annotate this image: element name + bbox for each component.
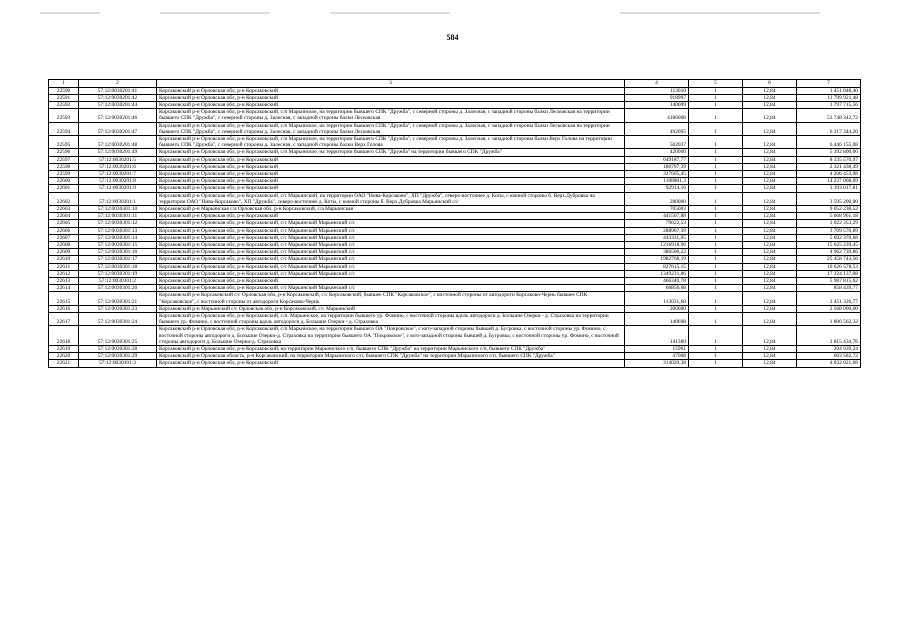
cadastral-value-cell: 1 451 326,77: [797, 292, 861, 305]
table-row: [49, 156, 861, 163]
rate-cell: 12,84: [743, 326, 797, 346]
quantity-cell: 1: [689, 213, 743, 220]
quantity-cell: 1: [689, 149, 743, 156]
address-cell: Корсаковский р-н Орловская обл, р-н Корсаковский: [157, 101, 625, 108]
cadastral-value-cell: 1 806 562,32: [797, 313, 861, 326]
cadastral-number-cell: 57:12:0030301:11: [79, 213, 157, 220]
cadastral-value-cell: 858 439,77: [797, 285, 861, 292]
cadastral-number-cell: 57:12:0030301:17: [79, 256, 157, 263]
quantity-cell: 1: [689, 360, 743, 367]
address-cell: Корсаковский р-н Орловская обл, р-н Корсаковский: [157, 94, 625, 101]
area-cell: 420000: [625, 149, 689, 156]
quantity-cell: 1: [689, 227, 743, 234]
area-cell: 47008: [625, 353, 689, 360]
area-cell: 140698: [625, 313, 689, 326]
row-number-cell: 22613: [49, 277, 79, 284]
row-number-cell: 22594: [49, 122, 79, 135]
rate-cell: 12,84: [743, 256, 797, 263]
rate-cell: 12,84: [743, 122, 797, 135]
area-cell: 1982768,19: [625, 256, 689, 263]
cadastral-number-cell: 57:12:0030201:8: [79, 178, 157, 185]
row-number-cell: 22598: [49, 163, 79, 170]
quantity-cell: 1: [689, 185, 743, 192]
column-header: 5: [689, 80, 743, 88]
row-number-cell: 22611: [49, 263, 79, 270]
quantity-cell: 1: [689, 178, 743, 185]
cadastral-value-cell: 4 206 453,98: [797, 170, 861, 177]
table-row: [49, 135, 861, 148]
table-row: [49, 285, 861, 292]
rate-cell: 12,84: [743, 313, 797, 326]
quantity-cell: 1: [689, 135, 743, 148]
cadastral-number-cell: 57:12:0030201:42: [79, 94, 157, 101]
table-row: [49, 305, 861, 312]
rate-cell: 12,84: [743, 227, 797, 234]
column-header: 3: [157, 80, 625, 88]
table-row: [49, 249, 861, 256]
area-cell: 705003: [625, 205, 689, 212]
row-number-cell: 22610: [49, 256, 79, 263]
cadastral-value-cell: 53 748 342,72: [797, 109, 861, 122]
row-number-cell: 22606: [49, 227, 79, 234]
area-cell: 79622,53: [625, 220, 689, 227]
column-header: 1: [49, 80, 79, 88]
row-number-cell: 22596: [49, 149, 79, 156]
column-header: 6: [743, 80, 797, 88]
table-row: [49, 263, 861, 270]
land-register-table: [48, 79, 861, 368]
address-cell: Корсаковский р-н Марьинская с/а Орловская обл, р-н Корсаковский, с/а Марьинская: [157, 205, 625, 212]
area-cell: 466340,78: [625, 277, 689, 284]
row-number-cell: 22607: [49, 234, 79, 241]
quantity-cell: 1: [689, 234, 743, 241]
cadastral-value-cell: 25 458 743,56: [797, 256, 861, 263]
rate-cell: 12,84: [743, 94, 797, 101]
quantity-cell: 1: [689, 241, 743, 248]
quantity-cell: 1: [689, 256, 743, 263]
rate-cell: 12,84: [743, 360, 797, 367]
table-header-row: [49, 80, 861, 88]
address-cell: Корсаковский р-н Орловская обл, р-н Корсаковский, с/с Марьинский Марьинский с/с: [157, 270, 625, 277]
cadastral-number-cell: 57:12:0030301:1: [79, 192, 157, 205]
address-cell: Корсаковский р-н Орловская обл, р-н Корсаковский: [157, 87, 625, 94]
cadastral-value-cell: 1 193 017,81: [797, 185, 861, 192]
table-row: [49, 178, 861, 185]
cadastral-number-cell: 57:12:0030301:3: [79, 360, 157, 367]
quantity-cell: 1: [689, 220, 743, 227]
rate-cell: 12,84: [743, 170, 797, 177]
cadastral-number-cell: 57:12:0030201:48: [79, 135, 157, 148]
column-header: 4: [625, 80, 689, 88]
cadastral-number-cell: 57:12:0030301:12: [79, 220, 157, 227]
area-cell: 649187,77: [625, 156, 689, 163]
address-cell: Корсаковский р-н Марьинский с/с Орловская обл, р-н Корсаковский, с/с Марьинский: [157, 305, 625, 312]
rate-cell: 12,84: [743, 277, 797, 284]
cadastral-number-cell: 57:12:0030201:44: [79, 101, 157, 108]
rate-cell: 12,84: [743, 241, 797, 248]
cadastral-value-cell: 3 595 200,00: [797, 192, 861, 205]
table-row: [49, 192, 861, 205]
table-row: [49, 313, 861, 326]
area-cell: 327605,45: [625, 170, 689, 177]
table-row: [49, 109, 861, 122]
cadastral-value-cell: 1 022 353,29: [797, 220, 861, 227]
table-row: [49, 170, 861, 177]
area-cell: 200000: [625, 305, 689, 312]
rate-cell: 12,84: [743, 101, 797, 108]
area-cell: 140009: [625, 101, 689, 108]
address-cell: Корсаковский р-н Орловская обл, р-н Корсаковский, с/с Марьинский Марьинский с/с: [157, 234, 625, 241]
cadastral-value-cell: 2 568 000,00: [797, 305, 861, 312]
cadastral-value-cell: 3 709 570,89: [797, 227, 861, 234]
table-row: [49, 292, 861, 305]
row-number-cell: 22591: [49, 94, 79, 101]
quantity-cell: 1: [689, 192, 743, 205]
address-cell: Корсаковский р-н Орловская обл, р-н Корсаковский: [157, 178, 625, 185]
quantity-cell: 1: [689, 170, 743, 177]
cadastral-value-cell: 2 321 438,49: [797, 163, 861, 170]
cadastral-value-cell: 15 625 239,45: [797, 241, 861, 248]
address-cell: Корсаковский р-н Орловская обл, р-н Корсаковский, с/п Марьинское, на территории бывшего СПК "Дружба" на территории бывшего СПК "Дружба": [157, 149, 625, 156]
cadastral-number-cell: 57:12:0030301:21: [79, 292, 157, 305]
address-cell: Корсаковский р-н Орловская обл, р-н Корсаковский, с/п Марьинское, на территории бывшего СПК "Дружба", с северной стороны д. Залесная, с западной стороны балки Лесковская на территории бывшего СПК "Дружба", с северной стороны д. Залесная, с западной стороны балки Лесковская: [157, 122, 625, 135]
table-row: [49, 101, 861, 108]
quantity-cell: 1: [689, 101, 743, 108]
cadastral-number-cell: 57:12:0030301:13: [79, 227, 157, 234]
table-row: [49, 270, 861, 277]
rate-cell: 12,84: [743, 292, 797, 305]
quantity-cell: 1: [689, 263, 743, 270]
row-number-cell: 22609: [49, 249, 79, 256]
row-number-cell: 22592: [49, 101, 79, 108]
row-number-cell: 22619: [49, 346, 79, 353]
cadastral-value-cell: 5 692 370,68: [797, 234, 861, 241]
rate-cell: 12,84: [743, 285, 797, 292]
row-number-cell: 22618: [49, 326, 79, 346]
cadastral-value-cell: 6 446 155,08: [797, 135, 861, 148]
cadastral-number-cell: 57:12:0030301:16: [79, 249, 157, 256]
cadastral-number-cell: 57:12:0030301:28: [79, 346, 157, 353]
cadastral-value-cell: 14 237 008,69: [797, 178, 861, 185]
table-row: [49, 326, 861, 346]
cadastral-number-cell: 57:12:0030201:46: [79, 109, 157, 122]
cadastral-number-cell: 57:12:0030201:7: [79, 170, 157, 177]
address-cell: Корсаковский р-н Орловская обл, р-н Корсаковский, с/с Марьинский Марьинский с/с: [157, 285, 625, 292]
address-cell: Корсаковский р-н Орловская обл, р-н Корсаковский, с/с Марьинский Марьинский с/с: [157, 256, 625, 263]
address-cell: Корсаковский р-н Орловская обл, р-н Корсаковский: [157, 156, 625, 163]
rate-cell: 12,84: [743, 220, 797, 227]
cadastral-number-cell: 57:12:0030301:19: [79, 270, 157, 277]
table-row: [49, 205, 861, 212]
rate-cell: 12,84: [743, 205, 797, 212]
scan-noise: [620, 12, 820, 14]
rate-cell: 12,84: [743, 87, 797, 94]
cadastral-number-cell: 57:12:0030301:15: [79, 241, 157, 248]
quantity-cell: 1: [689, 305, 743, 312]
area-cell: 1349231,86: [625, 270, 689, 277]
table-row: [49, 277, 861, 284]
row-number-cell: 22617: [49, 313, 79, 326]
table-row: [49, 241, 861, 248]
cadastral-number-cell: 57:12:0030201:5: [79, 156, 157, 163]
row-number-cell: 22595: [49, 135, 79, 148]
area-cell: 1216918,96: [625, 241, 689, 248]
address-cell: Корсаковский р-н Орловская обл, р-н Корсаковский, с/с Марьинский Марьинский с/с: [157, 249, 625, 256]
cadastral-value-cell: 5 987 815,62: [797, 277, 861, 284]
area-cell: 15961: [625, 346, 689, 353]
cadastral-number-cell: 57:12:0030301:20: [79, 285, 157, 292]
rate-cell: 12,84: [743, 353, 797, 360]
area-cell: 918997: [625, 94, 689, 101]
row-number-cell: 22602: [49, 192, 79, 205]
quantity-cell: 1: [689, 249, 743, 256]
cadastral-number-cell: 57:12:0030201:47: [79, 122, 157, 135]
address-cell: Корсаковский р-н Орловская обл, р-н Корсаковский, с/с Марьинский, на территории ОАО "Нива-Корсаково", ХП "Дружба", северо-восточнее д. Коты, с южной стороны б. Верх.Дубровка на территории ОАО "Нива-Корсаково", ХП "Дружба", северо-восточнее д. Коты, с южной стороны б. Верх.Дубровка Марьинский с/с: [157, 192, 625, 205]
area-cell: 113010: [625, 87, 689, 94]
row-number-cell: 22616: [49, 305, 79, 312]
area-cell: 92914,16: [625, 185, 689, 192]
cadastral-value-cell: 9 052 238,52: [797, 205, 861, 212]
row-number-cell: 22612: [49, 270, 79, 277]
address-cell: Корсаковский р-н Орловская обл, р-н Корсаковский, с/п Марьинское, на территории бывшего СПК "Дружба", с северной стороны д. Залесная, с западной стороны балки Верх Голова на территории бывшего СПК "Дружба", с северной стороны д. Залесная, с западной стороны балки Верх Голова: [157, 135, 625, 148]
table-row: [49, 227, 861, 234]
rate-cell: 12,84: [743, 249, 797, 256]
rate-cell: 12,84: [743, 305, 797, 312]
row-number-cell: 22621: [49, 360, 79, 367]
area-cell: 141389: [625, 326, 689, 346]
cadastral-value-cell: 4 032 021,68: [797, 360, 861, 367]
quantity-cell: 1: [689, 122, 743, 135]
table-row: [49, 213, 861, 220]
table-row: [49, 360, 861, 367]
quantity-cell: 1: [689, 285, 743, 292]
address-cell: Корсаковский р-н Орловская обл, р-н Корсаковский, на территории Марьинского с/п, бывшего СПК "Дружба" на территории Марьинского с/п, бывшего СПК "Дружба": [157, 346, 625, 353]
rate-cell: 12,84: [743, 109, 797, 122]
cadastral-number-cell: 57:12:0030201:49: [79, 149, 157, 156]
scan-noise: [330, 12, 450, 14]
quantity-cell: 1: [689, 163, 743, 170]
area-cell: 443331,05: [625, 234, 689, 241]
table-row: [49, 185, 861, 192]
table-row: [49, 256, 861, 263]
quantity-cell: 1: [689, 109, 743, 122]
rate-cell: 12,84: [743, 346, 797, 353]
rate-cell: 12,84: [743, 185, 797, 192]
address-cell: Корсаковский р-н Орловская обл, р-н Корсаковский: [157, 170, 625, 177]
cadastral-value-cell: 1 451 048,40: [797, 87, 861, 94]
rate-cell: 12,84: [743, 192, 797, 205]
cadastral-value-cell: 4 962 739,86: [797, 249, 861, 256]
cadastral-value-cell: 1 797 715,56: [797, 101, 861, 108]
rate-cell: 12,84: [743, 135, 797, 148]
area-cell: 1108801,3: [625, 178, 689, 185]
address-cell: Корсаковский р-н Орловская обл, р-н Корсаковский, с/с Марьинский Марьинский с/с: [157, 220, 625, 227]
scan-noise: [40, 12, 100, 14]
area-cell: 113031,68: [625, 292, 689, 305]
area-cell: 180797,39: [625, 163, 689, 170]
quantity-cell: 1: [689, 156, 743, 163]
cadastral-number-cell: 57:12:0030301:29: [79, 353, 157, 360]
row-number-cell: 22590: [49, 87, 79, 94]
rate-cell: 12,84: [743, 213, 797, 220]
rate-cell: 12,84: [743, 263, 797, 270]
row-number-cell: 22597: [49, 156, 79, 163]
table-row: [49, 346, 861, 353]
row-number-cell: 22593: [49, 109, 79, 122]
area-cell: 4186008: [625, 109, 689, 122]
cadastral-value-cell: 8 335 570,97: [797, 156, 861, 163]
table-row: [49, 122, 861, 135]
address-cell: Корсаковский р-н Орловская обл, р-н Корсаковский, с/с Марьинский Марьинский с/с: [157, 263, 625, 270]
cadastral-number-cell: 57:12:0030301:25: [79, 326, 157, 346]
area-cell: 502037: [625, 135, 689, 148]
page-number: 584: [446, 33, 459, 42]
cadastral-value-cell: 6 317 344,20: [797, 122, 861, 135]
area-cell: 288907,39: [625, 227, 689, 234]
rate-cell: 12,84: [743, 178, 797, 185]
row-number-cell: 22601: [49, 185, 79, 192]
quantity-cell: 1: [689, 313, 743, 326]
row-number-cell: 22605: [49, 220, 79, 227]
cadastral-value-cell: 10 626 578,53: [797, 263, 861, 270]
area-cell: 280000: [625, 192, 689, 205]
area-cell: 827615,15: [625, 263, 689, 270]
cadastral-number-cell: 57:12:0030201:9: [79, 185, 157, 192]
table-row: [49, 149, 861, 156]
cadastral-number-cell: 57:12:0030301:23: [79, 305, 157, 312]
address-cell: Корсаковский р-н Орловская обл, р-н Корсаковский, с/с Марьинский Марьинский с/с: [157, 241, 625, 248]
cadastral-number-cell: 57:12:0030201:41: [79, 87, 157, 94]
rate-cell: 12,84: [743, 156, 797, 163]
row-number-cell: 22620: [49, 353, 79, 360]
quantity-cell: 1: [689, 326, 743, 346]
quantity-cell: 1: [689, 353, 743, 360]
quantity-cell: 1: [689, 87, 743, 94]
cadastral-number-cell: 57:12:0030301:10: [79, 205, 157, 212]
address-cell: Корсаковский р-н Орловская обл, р-н Корсаковский, с/п Марьинское, на территории бывшего ОА "Покровское", с юго-западной стороны бывшей д. Бугровка, с восточной стороны ур. Фомино, с восточной стороны автодороги д. Большие Озерки-д. Страховка на территории бывшего ОА "Покровское", с юго-западной стороны бывшей д. Бугровка, с восточной стороны ур. Фомино, с восточной стороны автодороги д. Большие Озерки-д. Страховка: [157, 326, 625, 346]
quantity-cell: 1: [689, 292, 743, 305]
quantity-cell: 1: [689, 277, 743, 284]
cadastral-number-cell: 57:12:0030301:14: [79, 234, 157, 241]
cadastral-value-cell: 5 392 800,00: [797, 149, 861, 156]
address-cell: Корсаковский р-н Орловская обл, р-н Корсаковский, с/с Марьинский Марьинский с/с: [157, 227, 625, 234]
address-cell: Корсаковский р-н Орловская область, р-н Корсаковский, на территории Марьинского с/п, бывшего СПК "Дружба" на территории Марьинского с/п, бывшего СПК "Дружба": [157, 353, 625, 360]
address-cell: Корсаковский р-н Корсаковский с/с Орловская обл, р-н Корсаковский, с/с Корсаковский, бывшее СПК "Корсаковское", с восточной стороны от автодороги Корсаково-Чернь бывшее СПК "Корсаковское", с восточной стороны от автодороги Корсаково-Чернь: [157, 292, 625, 305]
rate-cell: 12,84: [743, 149, 797, 156]
cadastral-value-cell: 204 939,24: [797, 346, 861, 353]
address-cell: Корсаковский р-н Орловская обл, р-н Корсаковский: [157, 185, 625, 192]
area-cell: 492005: [625, 122, 689, 135]
table-row: [49, 353, 861, 360]
rate-cell: 12,84: [743, 163, 797, 170]
address-cell: Корсаковский р-н Орловская обл, р-н Корсаковский: [157, 277, 625, 284]
column-header: 7: [797, 80, 861, 88]
row-number-cell: 22614: [49, 285, 79, 292]
address-cell: Корсаковский р-н Орловская обл, р-н Корсаковский: [157, 360, 625, 367]
row-number-cell: 22608: [49, 241, 79, 248]
row-number-cell: 22603: [49, 205, 79, 212]
cadastral-value-cell: 17 324 137,08: [797, 270, 861, 277]
table-row: [49, 94, 861, 101]
cadastral-value-cell: 1 815 434,76: [797, 326, 861, 346]
address-cell: Корсаковский р-н Орловская обл, р-н Корсаковский: [157, 163, 625, 170]
quantity-cell: 1: [689, 270, 743, 277]
row-number-cell: 22604: [49, 213, 79, 220]
cadastral-value-cell: 5 668 961,18: [797, 213, 861, 220]
address-cell: Корсаковский р-н Орловская обл, р-н Корсаковский: [157, 213, 625, 220]
area-cell: 386506,22: [625, 249, 689, 256]
row-number-cell: 22615: [49, 292, 79, 305]
table-row: [49, 234, 861, 241]
area-cell: 66856,68: [625, 285, 689, 292]
table-row: [49, 163, 861, 170]
cadastral-value-cell: 11 799 921,48: [797, 94, 861, 101]
row-number-cell: 22599: [49, 170, 79, 177]
cadastral-value-cell: 603 582,72: [797, 353, 861, 360]
area-cell: 441507,88: [625, 213, 689, 220]
area-cell: 314020,38: [625, 360, 689, 367]
cadastral-number-cell: 57:12:0030301:2: [79, 277, 157, 284]
quantity-cell: 1: [689, 205, 743, 212]
scan-noise: [160, 12, 270, 14]
address-cell: Корсаковский р-н Орловская обл, р-н Корсаковский, с/п Марьинское, на территории бывшего СПК "Дружба", с северной стороны д. Залесная, с западной стороны балки Лесковская на территории бывшего СПК "Дружба", с северной стороны д. Залесная, с западной стороны балки Лесковская: [157, 109, 625, 122]
rate-cell: 12,84: [743, 234, 797, 241]
address-cell: Корсаковский р-н Орловская обл, р-н Корсаковский, с/п. Марьинское, на территории бывшего ур. Фомино, с восточной стороны вдоль автодороги д. Большие Озерки - д. Страховка на территории бывшего ур. Фомино, с восточной стороны вдоль автодороги д. Большие Озерки - д. Страховка: [157, 313, 625, 326]
quantity-cell: 1: [689, 346, 743, 353]
cadastral-number-cell: 57:12:0030301:18: [79, 263, 157, 270]
table-row: [49, 220, 861, 227]
quantity-cell: 1: [689, 94, 743, 101]
table-row: [49, 87, 861, 94]
rate-cell: 12,84: [743, 270, 797, 277]
column-header: 2: [79, 80, 157, 88]
row-number-cell: 22600: [49, 178, 79, 185]
cadastral-number-cell: 57:12:0030201:6: [79, 163, 157, 170]
cadastral-number-cell: 57:12:0030301:24: [79, 313, 157, 326]
